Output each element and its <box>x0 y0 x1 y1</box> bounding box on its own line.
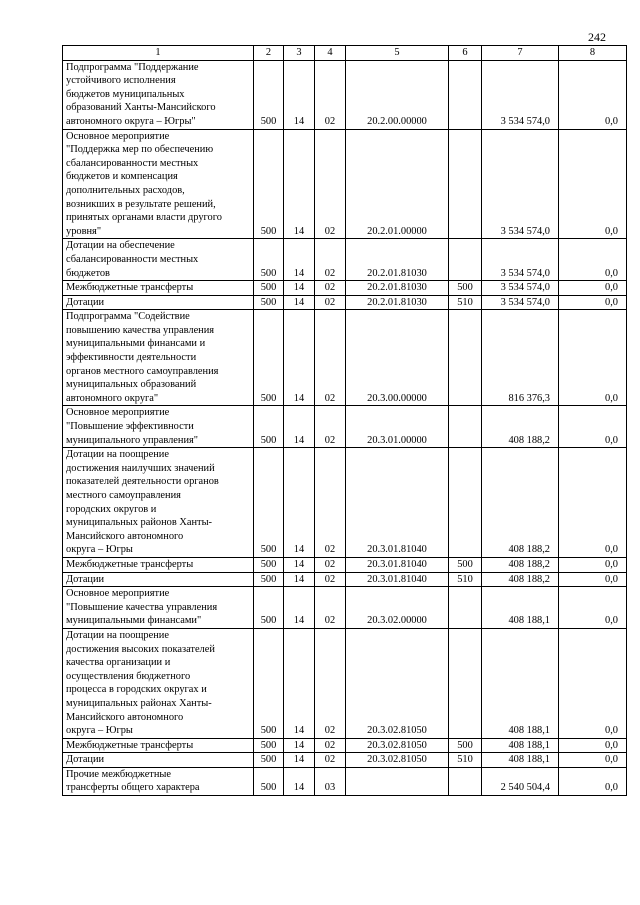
col-3-cell: 14 <box>284 60 315 129</box>
col-2-cell: 500 <box>254 448 284 558</box>
table-row <box>63 557 627 572</box>
col-2-cell: 500 <box>254 753 284 768</box>
column-header: 4 <box>315 46 346 61</box>
col-3-cell: 14 <box>284 129 315 239</box>
col-5-cell: 20.3.02.81050 <box>346 738 449 753</box>
row-name: Дотации на поощрение достижения наилучших значений показателей деятельности органов местного самоуправления городских округов и муниципальных районов Ханты- Мансийского автономного округа – Югры <box>63 448 254 558</box>
col-6-cell: 500 <box>449 557 482 572</box>
col-6-cell: 510 <box>449 753 482 768</box>
col-8-cell: 0,0 <box>559 60 627 129</box>
col-8-cell: 0,0 <box>559 557 627 572</box>
col-8-cell: 0,0 <box>559 753 627 768</box>
col-3-cell: 14 <box>284 557 315 572</box>
table-row <box>63 129 627 239</box>
col-8-cell: 0,0 <box>559 310 627 406</box>
col-5-cell: 20.3.01.81040 <box>346 572 449 587</box>
row-name: Подпрограмма "Содействие повышению качества управления муниципальными финансами и эффективности деятельности органов местного самоуправления муниципальных образований автономного округа" <box>63 310 254 406</box>
col-8-cell: 0,0 <box>559 767 627 795</box>
row-name: Основное мероприятие "Поддержка мер по обеспечению сбалансированности местных бюджетов и компенсация дополнительных расходов, возникших в результате решений, принятых органами власти другого уровня" <box>63 129 254 239</box>
col-3-cell: 14 <box>284 738 315 753</box>
col-2-cell: 500 <box>254 60 284 129</box>
column-header: 8 <box>559 46 627 61</box>
col-6-cell <box>449 587 482 629</box>
row-name: Основное мероприятие "Повышение эффективности муниципального управления" <box>63 406 254 448</box>
row-name: Основное мероприятие "Повышение качества управления муниципальными финансами" <box>63 587 254 629</box>
col-2-cell: 500 <box>254 239 284 281</box>
col-5-cell: 20.2.00.00000 <box>346 60 449 129</box>
col-7-cell: 408 188,2 <box>482 406 559 448</box>
table-row <box>63 295 627 310</box>
col-4-cell: 03 <box>315 767 346 795</box>
col-6-cell <box>449 767 482 795</box>
row-name: Прочие межбюджетные трансферты общего характера <box>63 767 254 795</box>
col-5-cell: 20.3.01.81040 <box>346 448 449 558</box>
col-7-cell: 3 534 574,0 <box>482 281 559 296</box>
col-4-cell: 02 <box>315 295 346 310</box>
column-header: 1 <box>63 46 254 61</box>
col-4-cell: 02 <box>315 310 346 406</box>
col-2-cell: 500 <box>254 572 284 587</box>
table-row <box>63 572 627 587</box>
col-5-cell <box>346 767 449 795</box>
table-row <box>63 310 627 406</box>
row-name: Дотации на поощрение достижения высоких показателей качества организации и осуществления бюджетного процесса в городских округах и муниципальных районах Ханты- Мансийского автономного округа – Югры <box>63 628 254 738</box>
col-8-cell: 0,0 <box>559 587 627 629</box>
col-5-cell: 20.3.02.00000 <box>346 587 449 629</box>
col-8-cell: 0,0 <box>559 738 627 753</box>
col-8-cell: 0,0 <box>559 239 627 281</box>
column-header: 6 <box>449 46 482 61</box>
col-4-cell: 02 <box>315 738 346 753</box>
col-5-cell: 20.2.01.81030 <box>346 295 449 310</box>
col-3-cell: 14 <box>284 767 315 795</box>
col-2-cell: 500 <box>254 281 284 296</box>
col-4-cell: 02 <box>315 406 346 448</box>
col-7-cell: 3 534 574,0 <box>482 295 559 310</box>
col-8-cell: 0,0 <box>559 628 627 738</box>
col-7-cell: 408 188,2 <box>482 572 559 587</box>
col-2-cell: 500 <box>254 310 284 406</box>
col-6-cell <box>449 239 482 281</box>
col-6-cell <box>449 129 482 239</box>
col-2-cell: 500 <box>254 767 284 795</box>
col-2-cell: 500 <box>254 557 284 572</box>
col-4-cell: 02 <box>315 587 346 629</box>
col-6-cell: 510 <box>449 295 482 310</box>
col-4-cell: 02 <box>315 239 346 281</box>
col-8-cell: 0,0 <box>559 572 627 587</box>
table-row <box>63 753 627 768</box>
col-7-cell: 408 188,1 <box>482 753 559 768</box>
col-5-cell: 20.2.01.81030 <box>346 281 449 296</box>
col-3-cell: 14 <box>284 239 315 281</box>
column-header: 2 <box>254 46 284 61</box>
row-name: Межбюджетные трансферты <box>63 738 254 753</box>
col-8-cell: 0,0 <box>559 448 627 558</box>
table-row <box>63 448 627 558</box>
header-row <box>63 46 627 61</box>
row-name: Межбюджетные трансферты <box>63 281 254 296</box>
col-4-cell: 02 <box>315 628 346 738</box>
column-header: 5 <box>346 46 449 61</box>
row-name: Межбюджетные трансферты <box>63 557 254 572</box>
col-7-cell: 2 540 504,4 <box>482 767 559 795</box>
col-6-cell: 510 <box>449 572 482 587</box>
col-2-cell: 500 <box>254 406 284 448</box>
col-8-cell: 0,0 <box>559 281 627 296</box>
col-6-cell: 500 <box>449 281 482 296</box>
row-name: Дотации <box>63 295 254 310</box>
col-4-cell: 02 <box>315 281 346 296</box>
col-5-cell: 20.3.01.00000 <box>346 406 449 448</box>
col-7-cell: 3 534 574,0 <box>482 129 559 239</box>
col-3-cell: 14 <box>284 753 315 768</box>
table-row <box>63 239 627 281</box>
row-name: Дотации <box>63 572 254 587</box>
column-header: 7 <box>482 46 559 61</box>
col-2-cell: 500 <box>254 295 284 310</box>
col-6-cell <box>449 406 482 448</box>
col-4-cell: 02 <box>315 572 346 587</box>
col-2-cell: 500 <box>254 587 284 629</box>
table-row <box>63 587 627 629</box>
col-8-cell: 0,0 <box>559 295 627 310</box>
col-5-cell: 20.2.01.81030 <box>346 239 449 281</box>
col-6-cell <box>449 628 482 738</box>
col-7-cell: 408 188,2 <box>482 557 559 572</box>
col-7-cell: 408 188,1 <box>482 628 559 738</box>
col-4-cell: 02 <box>315 129 346 239</box>
col-3-cell: 14 <box>284 281 315 296</box>
column-header: 3 <box>284 46 315 61</box>
table-row <box>63 628 627 738</box>
col-6-cell <box>449 310 482 406</box>
col-4-cell: 02 <box>315 60 346 129</box>
col-7-cell: 408 188,1 <box>482 738 559 753</box>
table-row <box>63 767 627 795</box>
col-4-cell: 02 <box>315 557 346 572</box>
col-3-cell: 14 <box>284 572 315 587</box>
table-row <box>63 406 627 448</box>
col-5-cell: 20.2.01.00000 <box>346 129 449 239</box>
col-5-cell: 20.3.01.81040 <box>346 557 449 572</box>
col-3-cell: 14 <box>284 295 315 310</box>
col-2-cell: 500 <box>254 628 284 738</box>
col-3-cell: 14 <box>284 587 315 629</box>
col-2-cell: 500 <box>254 129 284 239</box>
col-8-cell: 0,0 <box>559 406 627 448</box>
page-number: 242 <box>588 30 606 44</box>
col-3-cell: 14 <box>284 448 315 558</box>
budget-table <box>62 45 627 796</box>
row-name: Дотации на обеспечение сбалансированности местных бюджетов <box>63 239 254 281</box>
col-7-cell: 408 188,2 <box>482 448 559 558</box>
col-3-cell: 14 <box>284 628 315 738</box>
col-2-cell: 500 <box>254 738 284 753</box>
col-7-cell: 3 534 574,0 <box>482 239 559 281</box>
col-7-cell: 408 188,1 <box>482 587 559 629</box>
col-5-cell: 20.3.02.81050 <box>346 628 449 738</box>
col-8-cell: 0,0 <box>559 129 627 239</box>
col-6-cell <box>449 448 482 558</box>
table-row <box>63 60 627 129</box>
col-4-cell: 02 <box>315 448 346 558</box>
col-3-cell: 14 <box>284 310 315 406</box>
col-5-cell: 20.3.02.81050 <box>346 753 449 768</box>
col-4-cell: 02 <box>315 753 346 768</box>
table-row <box>63 738 627 753</box>
col-7-cell: 3 534 574,0 <box>482 60 559 129</box>
col-5-cell: 20.3.00.00000 <box>346 310 449 406</box>
row-name: Дотации <box>63 753 254 768</box>
table-row <box>63 281 627 296</box>
col-6-cell <box>449 60 482 129</box>
col-7-cell: 816 376,3 <box>482 310 559 406</box>
col-6-cell: 500 <box>449 738 482 753</box>
row-name: Подпрограмма "Поддержание устойчивого исполнения бюджетов муниципальных образований Ханты-Мансийского автономного округа – Югры" <box>63 60 254 129</box>
col-3-cell: 14 <box>284 406 315 448</box>
